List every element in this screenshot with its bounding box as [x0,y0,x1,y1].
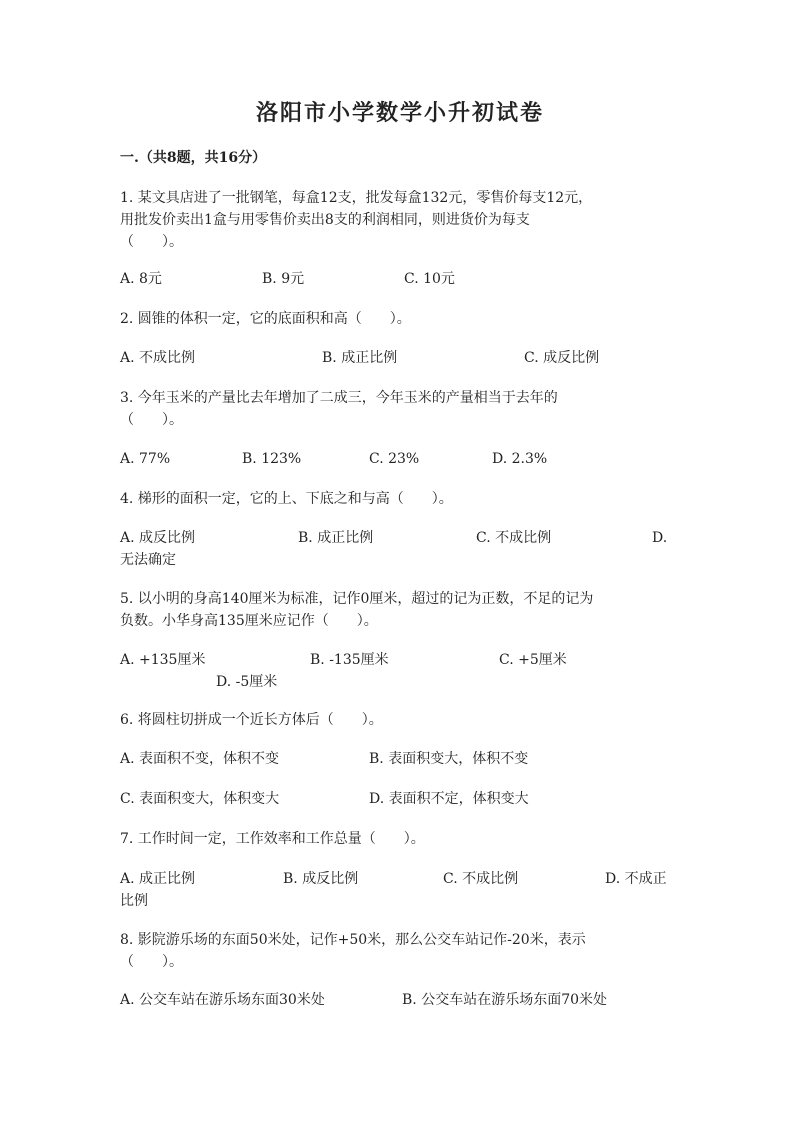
question-2-option-c[interactable]: C. 成反比例 [524,350,600,366]
question-8-line-1: 8. 影院游乐场的东面50米处，记作+50米，那么公交车站记作-20米，表示 [120,932,586,948]
question-5-option-c[interactable]: C. +5厘米 [499,652,567,668]
question-1-option-a[interactable]: A. 8元 [120,271,162,287]
question-8-option-b[interactable]: B. 公交车站在游乐场东面70米处 [402,992,608,1008]
question-6-option-a[interactable]: A. 表面积不变，体积不变 [120,751,280,767]
question-3-line-2: （ ）。 [120,412,183,428]
question-1-line-3: （ ）。 [120,234,183,250]
question-7-option-d-text[interactable]: 比例 [120,893,148,909]
question-1-option-c[interactable]: C. 10元 [404,271,455,287]
question-4-option-b[interactable]: B. 成正比例 [298,530,374,546]
question-2-line-1: 2. 圆锥的体积一定，它的底面积和高（ ）。 [120,311,411,327]
question-7-option-d[interactable]: D. 不成正 [605,871,667,887]
question-5-line-1: 5. 以小明的身高140厘米为标准，记作0厘米，超过的记为正数，不足的记为 [120,591,594,607]
question-4-option-a[interactable]: A. 成反比例 [120,530,196,546]
question-2-option-a[interactable]: A. 不成比例 [120,350,196,366]
question-7-option-b[interactable]: B. 成反比例 [283,871,359,887]
question-8-line-2: （ ）。 [120,954,183,970]
question-3-option-d[interactable]: D. 2.3% [492,451,548,467]
question-3-line-1: 3. 今年玉米的产量比去年增加了二成三，今年玉米的产量相当于去年的 [120,390,558,406]
question-4-option-d[interactable]: D. [652,530,668,546]
question-4-option-d-text[interactable]: 无法确定 [120,552,176,568]
question-5-option-b[interactable]: B. -135厘米 [310,652,389,668]
question-5-line-2: 负数。小华身高135厘米应记作（ ）。 [120,613,378,629]
question-5-option-a[interactable]: A. +135厘米 [120,652,206,668]
question-6-option-b[interactable]: B. 表面积变大，体积不变 [369,751,529,767]
question-7-line-1: 7. 工作时间一定，工作效率和工作总量（ ）。 [120,831,425,847]
question-7-option-c[interactable]: C. 不成比例 [443,871,519,887]
question-3-option-a[interactable]: A. 77% [120,451,171,467]
question-3-option-c[interactable]: C. 23% [369,451,420,467]
page-title: 洛阳市小学数学小升初试卷 [255,100,544,126]
question-1-option-b[interactable]: B. 9元 [262,271,305,287]
question-8-option-a[interactable]: A. 公交车站在游乐场东面30米处 [120,992,325,1008]
question-1-line-2: 用批发价卖出1盒与用零售价卖出8支的利润相同，则进货价为每支 [120,212,530,228]
question-4-line-1: 4. 梯形的面积一定，它的上、下底之和与高（ ）。 [120,491,453,507]
question-2-option-b[interactable]: B. 成正比例 [322,350,398,366]
question-5-option-d[interactable]: D. -5厘米 [216,674,278,690]
question-6-option-d[interactable]: D. 表面积不定，体积变大 [369,791,529,807]
question-6-line-1: 6. 将圆柱切拼成一个近长方体后（ ）。 [120,712,383,728]
question-3-option-b[interactable]: B. 123% [242,451,302,467]
question-1-line-1: 1. 某文具店进了一批钢笔，每盒12支，批发每盒132元，零售价每支12元， [120,190,593,206]
question-4-option-c[interactable]: C. 不成比例 [476,530,552,546]
question-6-option-c[interactable]: C. 表面积变大，体积变大 [120,791,280,807]
question-7-option-a[interactable]: A. 成正比例 [120,871,196,887]
section-heading: 一.（共8题，共16分） [120,150,267,166]
